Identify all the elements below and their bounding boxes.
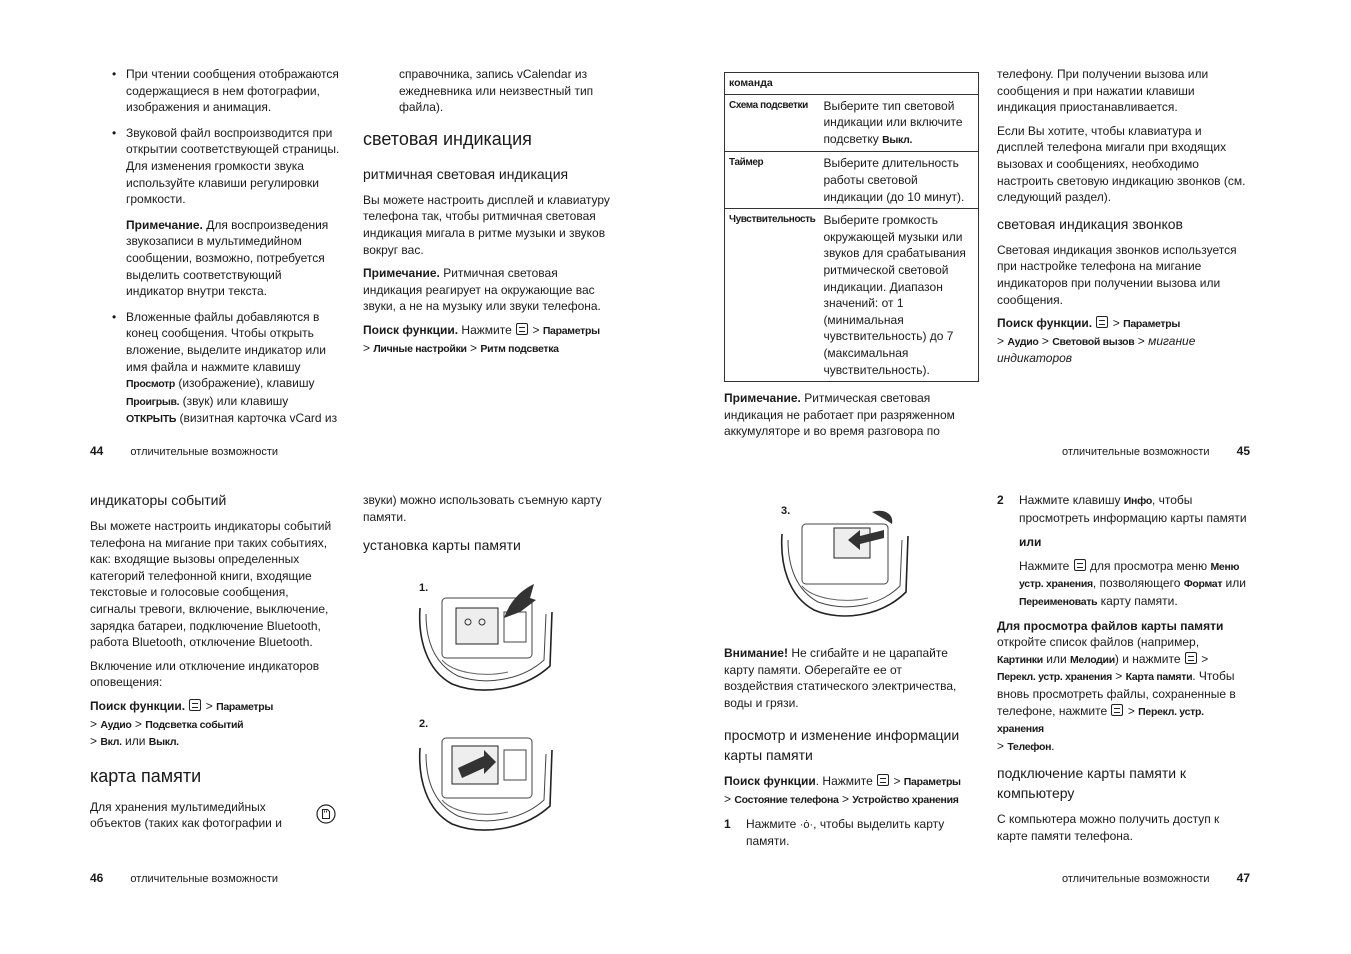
find-label: Поиск функции. xyxy=(363,322,459,337)
page-number: 45 xyxy=(1236,444,1250,458)
step-2 xyxy=(997,492,1247,526)
or-label: или xyxy=(1019,535,1042,550)
p44-continuation: справочника, запись vCalendar из ежедневника или неизвестный тип файла). xyxy=(399,67,594,115)
key-play: Проигрыв. xyxy=(126,395,180,408)
text-run: Вложенные файлы добавляются в конец сообщения. Чтобы открыть вложение, выделите индикатор или имя файла и нажмите клавишу xyxy=(126,309,326,374)
list-item: • Звуковой файл воспроизводится при открытии соответствующей страницы. Для изменения громкости звука используйте клавиши регулировки громкости. xyxy=(90,125,340,208)
heading-install: установка карты памяти xyxy=(363,537,521,554)
events-text: Вы можете настроить индикаторы событий телефона на мигание при таких событиях, как: входящие вызовы определенных категорий телефонной книги, входящие текстовые и голосовые сообщения, сигналы тревоги, включение, выключение, зарядка батареи, подключение Bluetooth, работа Bluetooth, отключение Bluetooth. xyxy=(90,519,332,650)
path-step: Параметры xyxy=(1123,318,1181,331)
figure-label-1: 1. xyxy=(419,582,429,594)
rhythm-text: Вы можете настроить дисплей и клавиатуру телефона так, чтобы ритмичная световая индикация мигала в ритме музыки и звуков вокруг вас. xyxy=(363,192,610,257)
menu-key-icon xyxy=(516,323,528,335)
step-number: 2 xyxy=(997,493,1004,507)
note-label: Примечание. xyxy=(126,217,203,232)
p44-col2 xyxy=(363,66,613,364)
p46-continuation: звуки) можно использовать съемную карту памяти. xyxy=(363,493,602,524)
text-run: (звук) или клавишу xyxy=(179,393,289,408)
key-storage-menu: Меню устр. хранения xyxy=(1019,560,1240,591)
warning-text: Не сгибайте и не царапайте карту памяти. Оберегайте ее от воздействия статического электричества, воды и грязи. xyxy=(724,646,957,710)
key-melodies: Мелодии xyxy=(1069,653,1115,666)
text-run: откройте список файлов (например, xyxy=(997,635,1200,650)
path-step: Устройство хранения xyxy=(852,793,959,806)
heading-events: индикаторы событий xyxy=(90,492,227,508)
footer-text: отличительные возможности xyxy=(130,446,279,458)
p44-footer xyxy=(90,444,350,459)
text-run: Нажмите xyxy=(1019,558,1073,573)
path-step: Подсветка событий xyxy=(145,718,244,731)
text-run: для просмотра меню xyxy=(1086,558,1211,573)
figure-label-2: 2. xyxy=(419,718,429,730)
text-run: . Нажмите xyxy=(815,774,877,789)
menu-key-icon xyxy=(189,699,201,711)
command-table xyxy=(724,72,979,382)
p45-note xyxy=(724,390,984,440)
key-info: Инфо xyxy=(1123,495,1152,507)
list-item xyxy=(90,309,340,428)
table-header-row xyxy=(725,73,979,95)
key-rename: Переименовать xyxy=(1019,595,1098,608)
path-step: Перекл. устр. хранения xyxy=(997,671,1112,684)
path-step: Параметры xyxy=(903,776,961,789)
heading-card: карта памяти xyxy=(90,765,202,786)
path-step: Аудио xyxy=(1007,335,1039,348)
table-row xyxy=(725,152,979,209)
phone-illustration-3 xyxy=(776,498,916,626)
key-open: ОТКРЫТЬ xyxy=(126,413,177,426)
step-number: 1 xyxy=(724,816,731,831)
step-2-alt xyxy=(997,558,1247,611)
menu-key-icon xyxy=(1074,559,1086,571)
path-step: Телефон xyxy=(1007,740,1052,753)
path-step: Карта памяти xyxy=(1125,671,1193,684)
find-feature: Поиск функции. > Параметры > Аудио > Световой вызов > мигание индикаторов xyxy=(997,316,1196,366)
text-run: карту памяти. xyxy=(1097,593,1178,608)
text-run: , чтобы выделить карту памяти. xyxy=(746,816,945,849)
text-run: или xyxy=(1222,576,1246,591)
text-run: (изображение), клавишу xyxy=(175,376,315,391)
find-label: Поиск функции xyxy=(724,774,816,789)
footer-text: отличительные возможности xyxy=(1061,873,1210,885)
key-format: Формат xyxy=(1183,578,1223,591)
p45-para1: телефону. При получении вызова или сообщения и при нажатии клавиши индикация приостанавливается. xyxy=(997,67,1209,115)
note-label: Примечание. xyxy=(363,266,440,281)
step-1 xyxy=(724,816,969,850)
p45-para2: Если Вы хотите, чтобы клавиатура и дисплей телефона мигали при входящих вызовах и сообщениях, необходимо настроить световую индикацию звонков (см. следующий раздел). xyxy=(997,123,1246,205)
text-run: . xyxy=(1051,738,1055,753)
find-label: Поиск функции. xyxy=(90,698,186,713)
memory-card-icon xyxy=(316,804,336,824)
table-cell-desc xyxy=(819,94,978,152)
path-step: Личные настройки xyxy=(373,342,467,355)
connect-text: С компьютера можно получить доступ к карте памяти телефона. xyxy=(997,812,1220,843)
text-run: или xyxy=(121,734,149,749)
menu-key-icon xyxy=(877,774,889,786)
text-run: (визитная карточка vCard из xyxy=(176,411,338,426)
find-feature: Поиск функции. > Параметры > Аудио > Подсветка событий > Вкл. или Выкл. xyxy=(90,698,274,749)
note-text: Ритмичная световая индикация реагирует на окружающие вас звуки, а не на музыку или звуки телефона. xyxy=(363,266,601,314)
path-step: Световой вызов xyxy=(1052,335,1135,348)
note-label: Примечание. xyxy=(724,391,801,406)
text-run: Нажмите xyxy=(746,816,800,831)
page-number: 46 xyxy=(90,871,104,885)
p47-footer xyxy=(1000,871,1250,886)
heading-connect: подключение карты памяти к компьютеру xyxy=(997,765,1187,802)
list-item: • При чтении сообщения отображаются содержащиеся в нем фотографии, изображения и анимация. xyxy=(90,66,340,116)
find-feature: Поиск функции. Нажмите > Параметры > Состояние телефона > Устройство хранения xyxy=(724,774,961,806)
key-view: Просмотр xyxy=(126,378,176,391)
text-run: ) и нажмите xyxy=(1114,651,1184,666)
p46-col1 xyxy=(90,488,335,839)
p44-col1 xyxy=(90,66,340,437)
footer-text: отличительные возможности xyxy=(130,873,279,885)
rhythm-note xyxy=(363,265,613,315)
menu-key-icon xyxy=(1111,704,1123,716)
key-pictures: Картинки xyxy=(997,653,1043,666)
path-step: Перекл. устр. хранения xyxy=(997,705,1204,736)
p47-col2 xyxy=(997,492,1247,852)
page-number: 44 xyxy=(90,444,104,458)
figure-label-3: 3. xyxy=(781,505,791,517)
path-step: Аудио xyxy=(100,718,132,731)
p47-col1 xyxy=(724,645,969,858)
p44-bullet-list xyxy=(90,66,340,208)
text-run: Выберите тип световой индикации или включите подсветку xyxy=(823,98,963,146)
heading-view: просмотр и изменение информации карты памяти xyxy=(724,727,960,764)
table-cell-desc: Выберите громкость окружающей музыки или звуков для срабатывания ритмической световой индикации. Диапазон значений: от 1 (минимальная чувствительность) до 7 (максимальная чувствительность). xyxy=(819,209,978,382)
phone-illustration-2 xyxy=(412,712,562,840)
path-step: Состояние телефона xyxy=(734,793,839,806)
text-run: . Чтобы вновь просмотреть файлы, сохраненные в телефоне, нажмите xyxy=(997,669,1236,718)
p46-footer xyxy=(90,871,350,886)
events-text2: Включение или отключение индикаторов оповещения: xyxy=(90,658,320,690)
path-step: Выкл. xyxy=(148,736,179,749)
find-feature: Поиск функции. Нажмите > Параметры > Личные настройки > Ритм подсветка xyxy=(363,322,600,355)
card-text: Для хранения мультимедийных объектов (таких как фотографии и xyxy=(90,799,282,831)
path-step: мигание индикаторов xyxy=(997,333,1196,366)
phone-illustration-1 xyxy=(412,578,562,700)
page-number: 47 xyxy=(1236,871,1250,885)
note-text: Для воспроизведения звукозаписи в мультимедийном сообщении, возможно, потребуется выделить соответствующий индикатор внутри текста. xyxy=(126,217,329,299)
path-step: Параметры xyxy=(542,324,600,337)
table-cell-key: Чувствительность xyxy=(725,209,820,382)
footer-text: отличительные возможности xyxy=(1061,446,1210,458)
text-run: , позволяющего xyxy=(1092,576,1184,591)
p45-col1 xyxy=(724,72,984,447)
table-cell-key: Таймер xyxy=(725,152,820,209)
nav-key-icon: ·ȯ· xyxy=(799,818,814,831)
path-step: Ритм подсветка xyxy=(480,342,559,355)
p45-footer xyxy=(1000,444,1250,459)
key-off: Выкл. xyxy=(882,133,913,146)
path-step: Вкл. xyxy=(100,736,122,749)
table-header: команда xyxy=(725,73,979,95)
p44-bullet-list-2 xyxy=(90,309,340,428)
warning xyxy=(724,645,969,711)
table-row xyxy=(725,209,979,382)
p45-col2 xyxy=(997,66,1247,374)
calls-text: Световая индикация звонков используется при настройке телефона на мигание индикаторов при получении вызова или сообщения. xyxy=(997,242,1237,307)
text-run: , чтобы просмотреть информацию карты памяти xyxy=(1019,493,1247,525)
menu-key-icon xyxy=(1096,316,1108,328)
table-cell-key: Схема подсветки xyxy=(725,94,820,152)
text-run: Нажмите клавишу xyxy=(1019,493,1124,507)
files-para: Для просмотра файлов карты памяти откройте список файлов (например, Картинки или Мелодии) и нажмите > Перекл. устр. хранения > Карта памяти. Чтобы вновь просмотреть файлы, сохраненные в телефоне, нажмите > Перекл. устр. хранения > Телефон. xyxy=(997,618,1236,753)
text-run: или xyxy=(1042,651,1070,666)
text-run: Нажмите xyxy=(458,322,516,337)
files-label: Для просмотра файлов карты памяти xyxy=(997,618,1224,633)
table-cell-desc: Выберите длительность работы световой индикации (до 10 минут). xyxy=(819,152,978,209)
heading-rhythm: ритмичная световая индикация xyxy=(363,165,569,182)
find-label: Поиск функции. xyxy=(997,316,1093,331)
path-step: Параметры xyxy=(216,700,274,713)
p44-note xyxy=(90,217,340,300)
note-text: Ритмическая световая индикация не работает при разряженном аккумуляторе и во время разговора по xyxy=(724,391,955,439)
menu-key-icon xyxy=(1185,652,1197,664)
warning-label: Внимание! xyxy=(724,646,788,660)
heading-light: световая индикация xyxy=(363,128,532,149)
table-row xyxy=(725,94,979,152)
heading-calls: световая индикация звонков xyxy=(997,215,1183,232)
p46-col2 xyxy=(363,492,613,563)
